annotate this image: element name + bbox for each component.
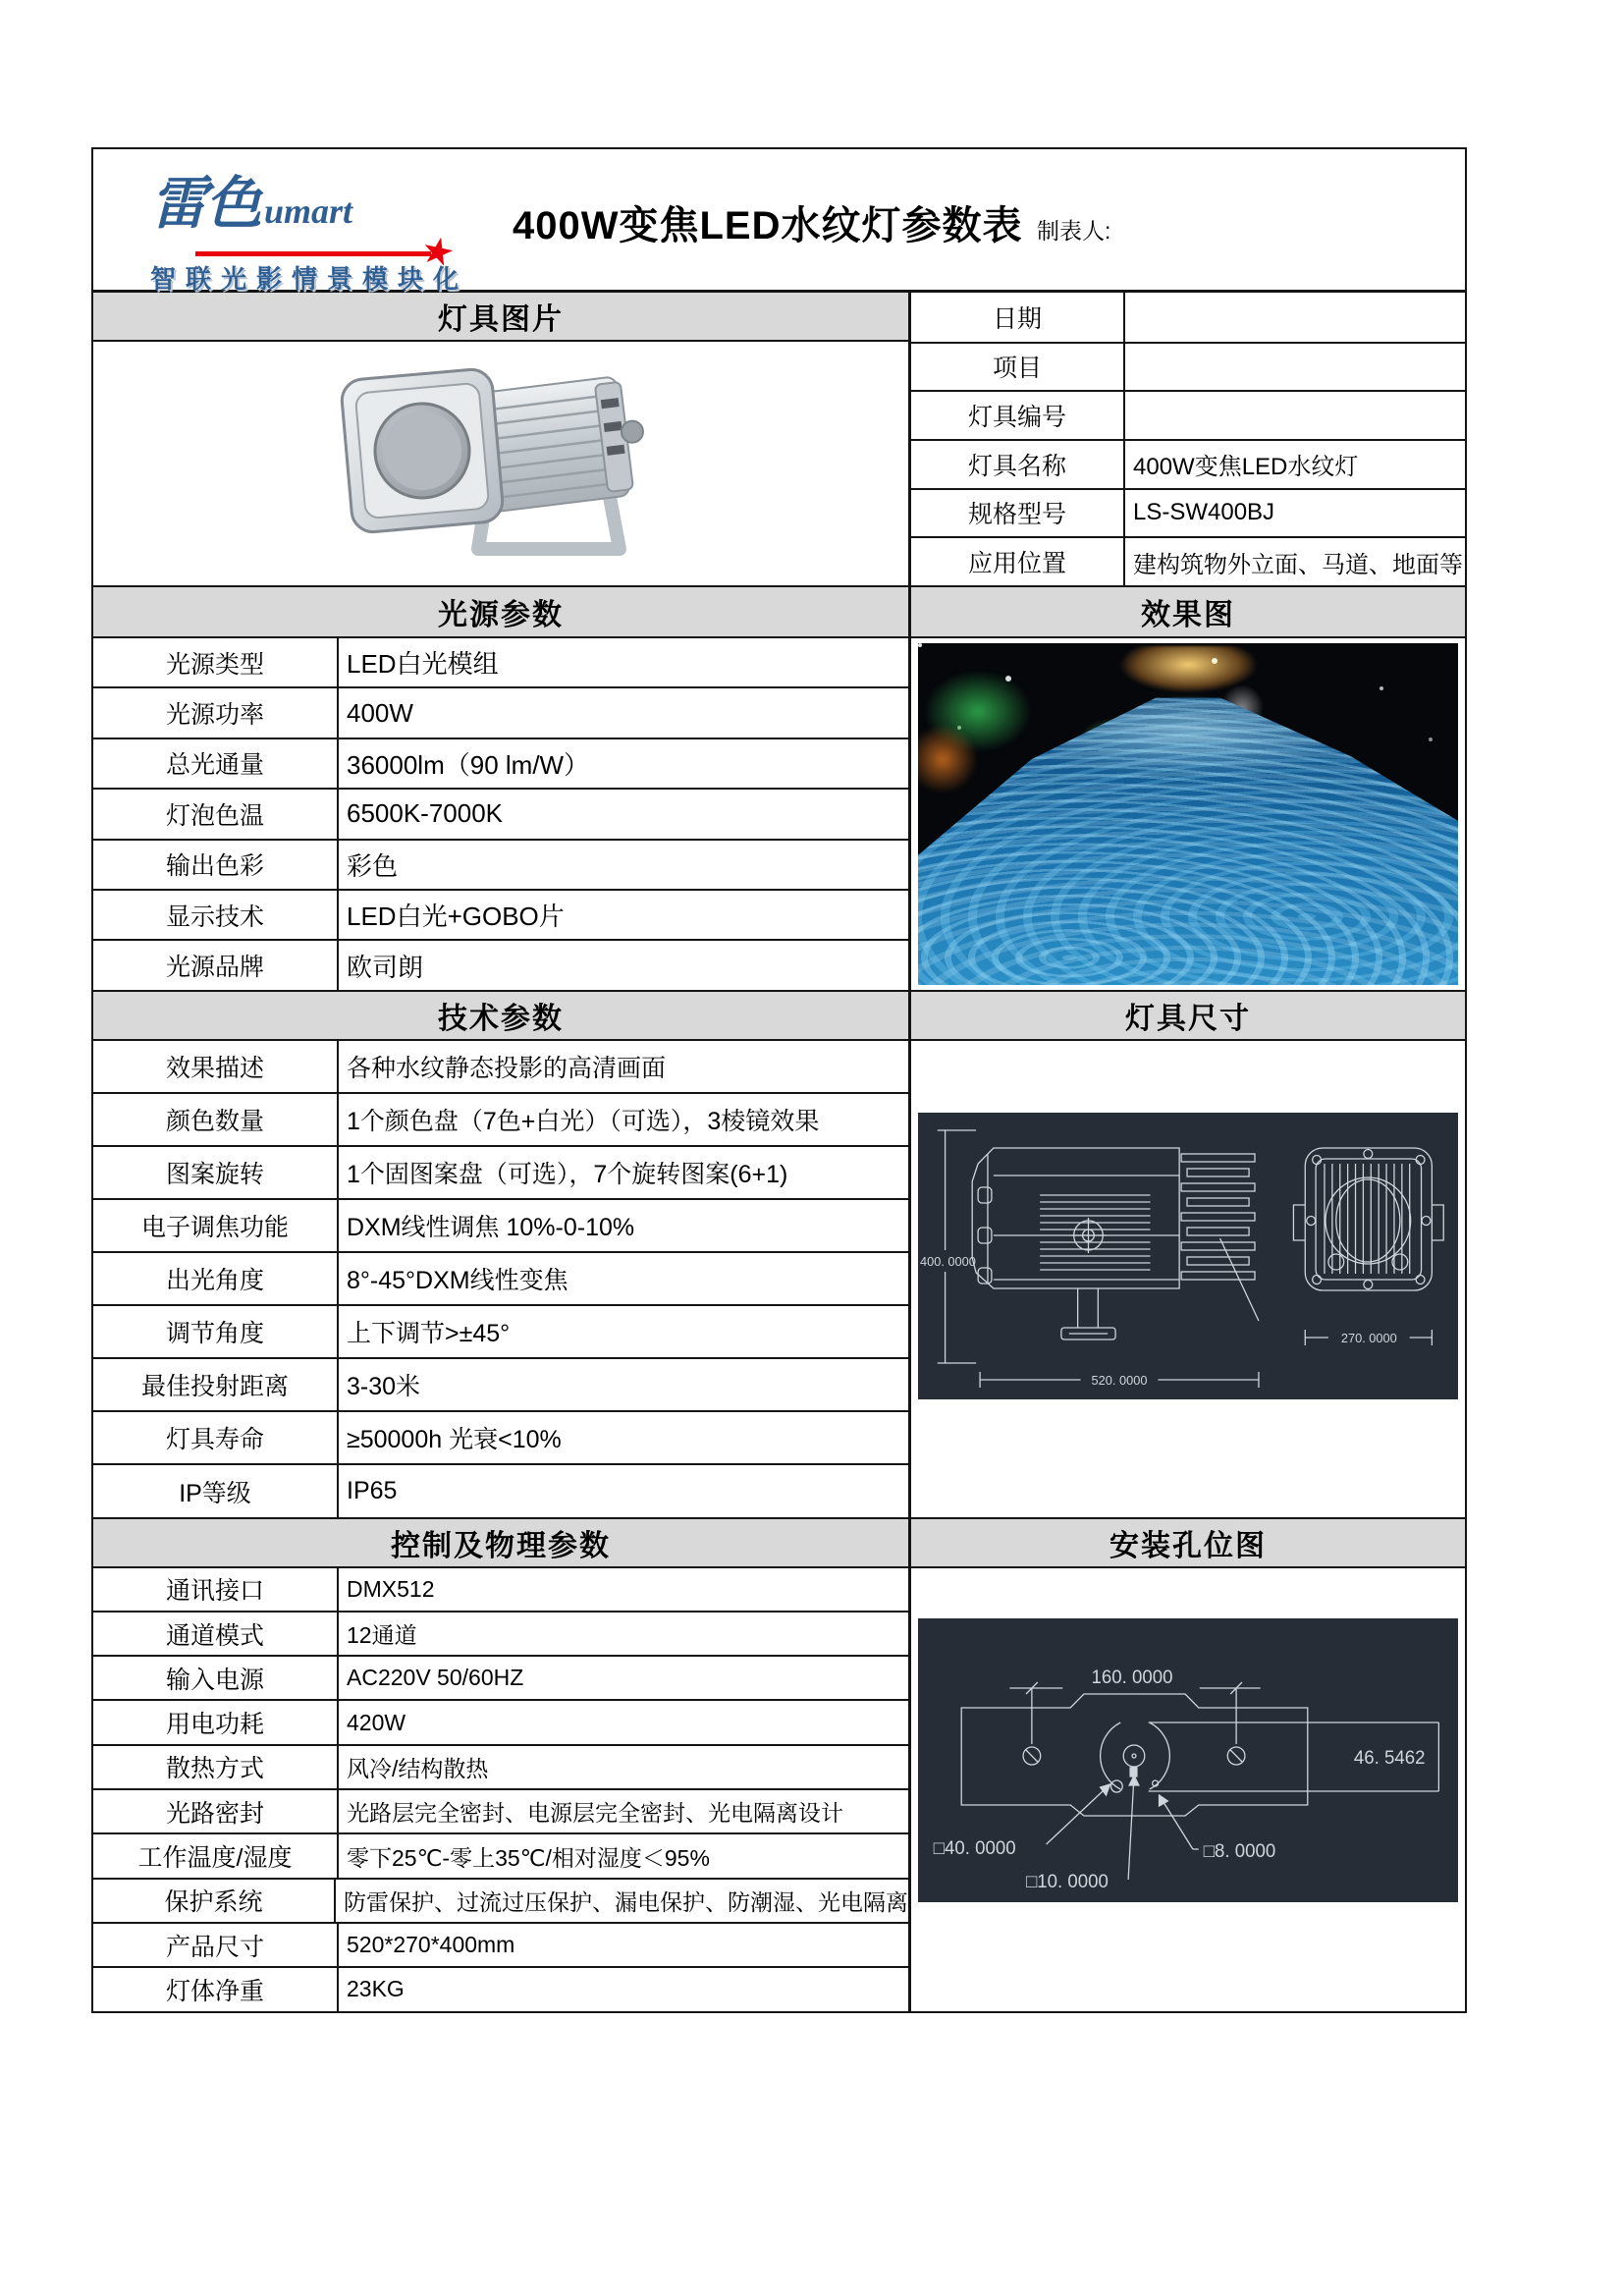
brand-name-cn: 雷色 (150, 172, 261, 236)
row-value: 光路层完全密封、电源层完全密封、光电隔离设计 (347, 1800, 843, 1827)
dim-sq10-label: □10. 0000 (1026, 1870, 1109, 1891)
row-value: DMX512 (347, 1575, 435, 1602)
row-label: 光源功率 (93, 688, 339, 737)
table-row (93, 1832, 908, 1877)
dimensions-cad-drawing (918, 1113, 1458, 1399)
row-value (1125, 344, 1465, 391)
table-row (93, 1878, 908, 1922)
row-label: 灯具名称 (911, 441, 1125, 488)
table-row (93, 1611, 908, 1655)
info-row (911, 390, 1465, 439)
table-row (93, 1092, 908, 1145)
section-header-mounting: 安装孔位图 (911, 1517, 1465, 1566)
row-label: 灯体净重 (93, 1968, 339, 2010)
row-value: IP65 (347, 1477, 398, 1505)
brand-logo (150, 157, 523, 294)
row-label: 灯泡色温 (93, 790, 339, 838)
row-value: 各种水纹静态投影的高清画面 (347, 1054, 667, 1082)
row-value: 欧司朗 (347, 952, 424, 982)
info-row (911, 342, 1465, 391)
row-label: 保护系统 (93, 1880, 336, 1922)
table-row (93, 1463, 908, 1516)
table-row (93, 1304, 908, 1357)
section-header-effect: 效果图 (911, 585, 1465, 636)
row-value: LED白光模组 (347, 649, 499, 680)
row-label: 显示技术 (93, 891, 339, 939)
row-label: 图案旋转 (93, 1147, 339, 1198)
row-label: 总光通量 (93, 739, 339, 788)
effect-photo-cell (911, 636, 1465, 990)
table-row (93, 636, 908, 686)
row-value: 1个颜色盘（7色+白光）（可选），3棱镜效果 (347, 1107, 820, 1135)
row-label: 应用位置 (911, 538, 1125, 585)
section-header-lamp-photo: 灯具图片 (93, 293, 908, 340)
row-value: 400W变焦LED水纹灯 (1133, 454, 1359, 481)
row-label: 调节角度 (93, 1306, 339, 1357)
section-header-technical: 技术参数 (93, 990, 908, 1039)
row-label: 散热方式 (93, 1746, 339, 1788)
row-value: ≥50000h 光衰<10% (347, 1426, 562, 1454)
table-row (93, 889, 908, 939)
row-value: 彩色 (347, 850, 399, 881)
mounting-cad-drawing (918, 1618, 1458, 1902)
dim-length-label: 520. 0000 (1091, 1372, 1148, 1388)
row-label: 工作温度/湿度 (93, 1834, 339, 1877)
row-value: 风冷/结构散热 (347, 1755, 489, 1781)
dim-width-label: 270. 0000 (1340, 1330, 1397, 1345)
table-row (93, 1788, 908, 1832)
info-row (911, 488, 1465, 537)
row-label: 灯具寿命 (93, 1412, 339, 1463)
row-value: LED白光+GOBO片 (347, 902, 565, 932)
row-label: 光路密封 (93, 1790, 339, 1832)
table-row (93, 939, 908, 989)
row-label: 项目 (911, 344, 1125, 391)
row-value: LS-SW400BJ (1133, 499, 1275, 526)
logo-underline (195, 251, 431, 256)
table-row (93, 1198, 908, 1251)
maker-label: 制表人: (1036, 218, 1111, 244)
table-row (93, 1145, 908, 1198)
row-value: 520*270*400mm (347, 1932, 515, 1958)
table-row (93, 1357, 908, 1410)
mounting-cell (911, 1566, 1465, 2011)
spec-sheet (91, 147, 1467, 2013)
row-value: 23KG (347, 1976, 405, 2002)
table-row (93, 1699, 908, 1743)
row-label: 规格型号 (911, 490, 1125, 537)
table-row (93, 1922, 908, 1966)
table-row (93, 738, 908, 788)
row-value: 400W (347, 697, 413, 728)
section-header-dimensions: 灯具尺寸 (911, 990, 1465, 1039)
row-label: 电子调焦功能 (93, 1200, 339, 1251)
row-label: 光源类型 (93, 638, 339, 686)
row-value (1125, 293, 1465, 342)
row-value: 3-30米 (347, 1373, 421, 1401)
row-label: 产品尺寸 (93, 1924, 339, 1966)
row-label: 日期 (911, 293, 1125, 342)
info-row (911, 439, 1465, 488)
document-title: 400W变焦LED水纹灯参数表 (513, 204, 1023, 247)
right-column (908, 293, 1465, 2011)
table-row (93, 1966, 908, 2010)
row-value: 6500K-7000K (347, 798, 504, 829)
row-value: 上下调节>±45° (347, 1320, 511, 1348)
row-value: 420W (347, 1709, 406, 1735)
row-value (1125, 392, 1465, 439)
row-value: 零下25℃-零上35℃/相对湿度＜95% (347, 1844, 710, 1871)
table-row (93, 686, 908, 737)
dimensions-cell (911, 1039, 1465, 1517)
table-row (93, 1744, 908, 1788)
row-value: 1个固图案盘（可选），7个旋转图案(6+1) (347, 1160, 788, 1188)
orange-tree-light (918, 725, 978, 793)
star-burst-icon: ★ (416, 228, 459, 277)
dim-sq40-label: □40. 0000 (933, 1836, 1016, 1858)
dim-offset-label: 46. 5462 (1353, 1746, 1426, 1768)
dim-spacing-label: 160. 0000 (1091, 1666, 1173, 1687)
header-band (93, 149, 1465, 293)
lamp-photo-cell (93, 340, 908, 585)
info-row (911, 293, 1465, 342)
table-row (93, 1039, 908, 1092)
row-value: DXM线性调焦 10%-0-10% (347, 1214, 635, 1242)
row-label: 出光角度 (93, 1253, 339, 1304)
effect-photo (918, 643, 1458, 985)
row-label: 灯具编号 (911, 392, 1125, 439)
lamp-product-image (290, 349, 712, 578)
info-row (911, 536, 1465, 585)
row-label: 效果描述 (93, 1041, 339, 1092)
table-row (93, 1566, 908, 1611)
row-label: 输出色彩 (93, 841, 339, 889)
small-lights (918, 643, 922, 647)
row-label: 最佳投射距离 (93, 1359, 339, 1410)
row-value: 防雷保护、过流过压保护、漏电保护、防潮湿、光电隔离 (344, 1888, 908, 1915)
row-label: IP等级 (93, 1465, 339, 1516)
row-value: 8°-45°DXM线性变焦 (347, 1267, 568, 1295)
table-row (93, 1410, 908, 1463)
page-title (513, 194, 1110, 250)
row-value: AC220V 50/60HZ (347, 1665, 524, 1691)
row-label: 输入电源 (93, 1657, 339, 1699)
row-label: 颜色数量 (93, 1094, 339, 1145)
brand-slogan: 智联光影情景模块化 (150, 265, 469, 294)
row-label: 用电功耗 (93, 1701, 339, 1743)
section-header-light-source: 光源参数 (93, 585, 908, 636)
dim-height-label: 400. 0000 (919, 1253, 976, 1269)
table-row (93, 839, 908, 889)
dim-sq8-label: □8. 0000 (1203, 1839, 1276, 1861)
table-row (93, 1655, 908, 1699)
row-label: 通讯接口 (93, 1568, 339, 1611)
table-row (93, 1251, 908, 1304)
row-value: 建构筑物外立面、马道、地面等 (1133, 551, 1463, 578)
section-header-control: 控制及物理参数 (93, 1517, 908, 1566)
table-row (93, 788, 908, 838)
brand-name-en: umart (264, 191, 353, 231)
row-label: 光源品牌 (93, 941, 339, 989)
left-column (93, 293, 908, 2011)
row-label: 通道模式 (93, 1613, 339, 1655)
row-value: 12通道 (347, 1622, 417, 1649)
row-value: 36000lm（90 lm/W） (347, 749, 590, 780)
